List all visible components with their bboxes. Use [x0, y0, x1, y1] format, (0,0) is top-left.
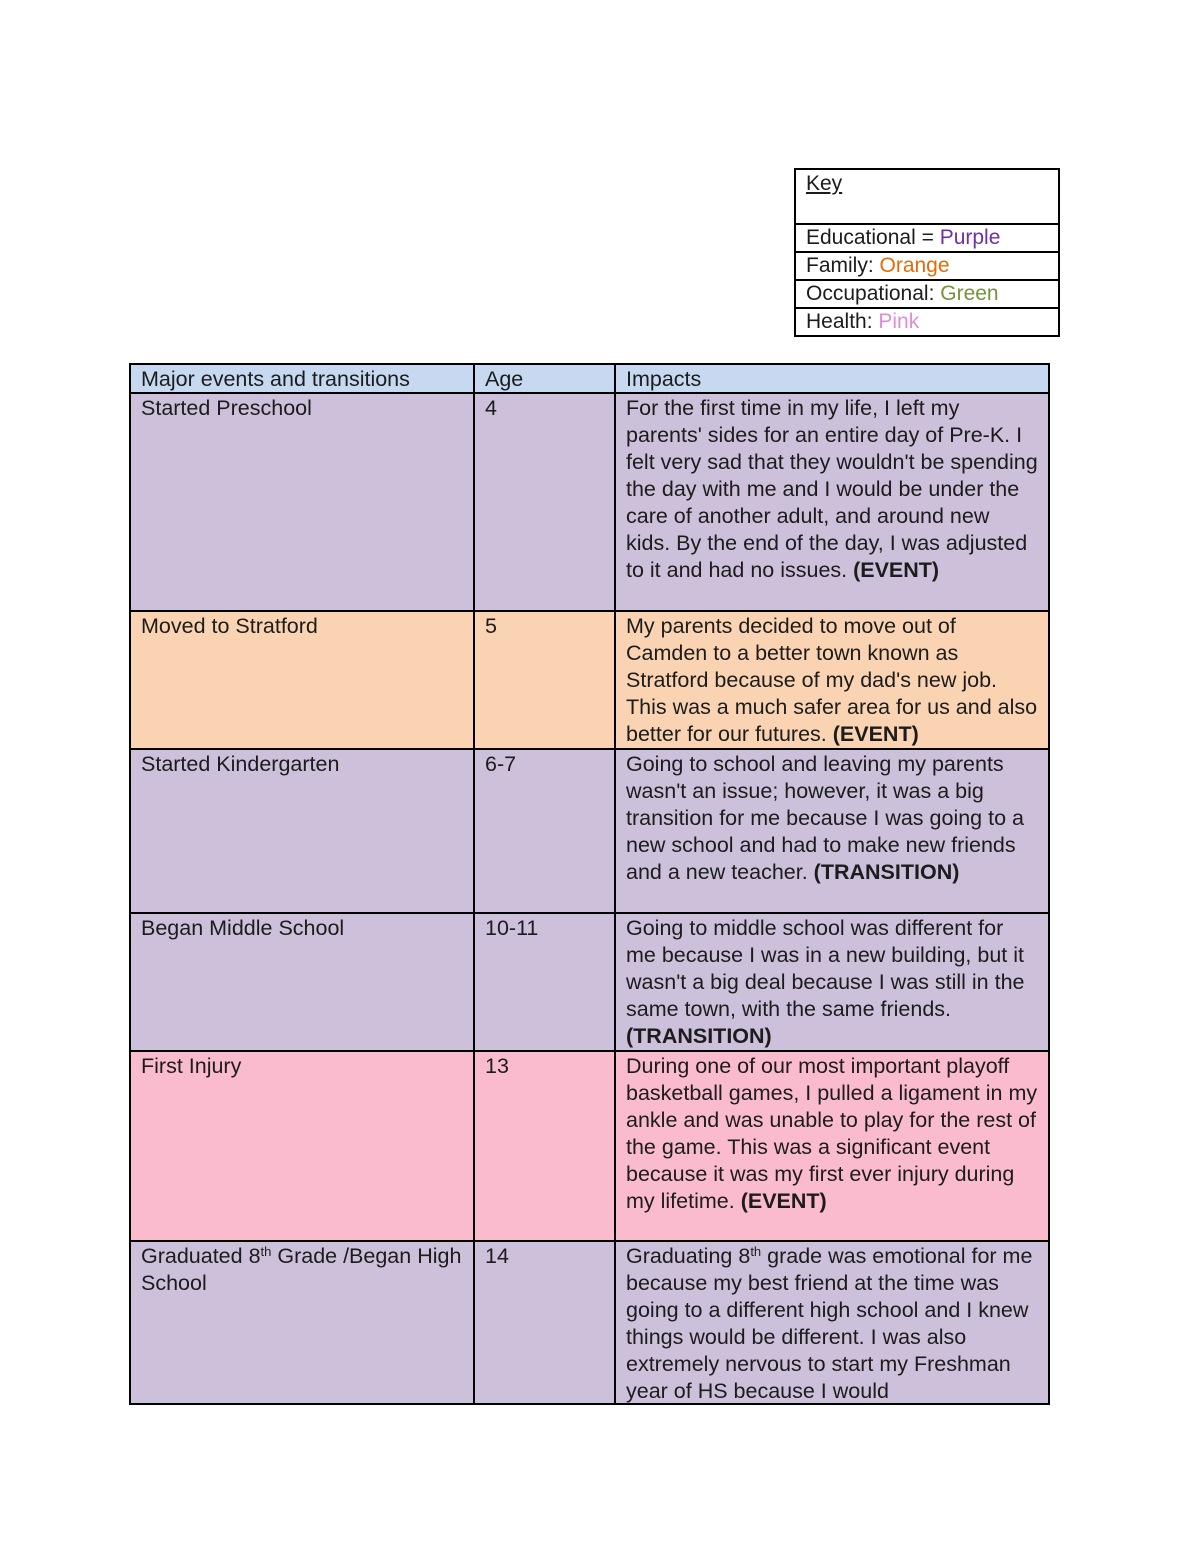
impact-cell: Graduating 8th grade was emotional for me because my best friend at the time was going to a different high school and I knew things would be different. I was also extremely nervous to start my Freshman year of HS because I would	[615, 1241, 1049, 1404]
event-type-tag: (TRANSITION)	[626, 1024, 772, 1048]
age-cell: 5	[474, 611, 615, 749]
event-cell: Began Middle School	[130, 913, 474, 1051]
event-cell: Started Kindergarten	[130, 749, 474, 913]
age-cell: 6-7	[474, 749, 615, 913]
table-row	[130, 393, 1049, 611]
event-cell: Started Preschool	[130, 393, 474, 611]
event-cell: Graduated 8th Grade /Began High School	[130, 1241, 474, 1404]
table-row	[130, 749, 1049, 913]
age-cell: 10-11	[474, 913, 615, 1051]
header-impacts: Impacts	[615, 364, 1049, 393]
event-type-tag: (EVENT)	[853, 558, 940, 582]
key-item-educational: Educational = Purple	[795, 224, 1059, 252]
life-events-table	[129, 363, 1050, 1405]
impact-cell: For the first time in my life, I left my parents' sides for an entire day of Pre-K. I felt very sad that they wouldn't be spending the day with me and I would be under the care of another adult, and around new kids. By the end of the day, I was adjusted to it and had no issues. (EVENT)	[615, 393, 1049, 611]
table-row	[130, 1241, 1049, 1404]
key-color-purple: Purple	[939, 226, 1001, 249]
color-key-table	[794, 168, 1060, 337]
key-item-family: Family: Orange	[795, 252, 1059, 280]
key-item-health: Health: Pink	[795, 308, 1059, 336]
key-color-pink: Pink	[878, 310, 920, 333]
table-row	[130, 611, 1049, 749]
event-type-tag: (TRANSITION)	[813, 860, 960, 884]
header-events: Major events and transitions	[130, 364, 474, 393]
table-row	[130, 913, 1049, 1051]
age-cell: 4	[474, 393, 615, 611]
table-row	[130, 1051, 1049, 1241]
impact-cell: My parents decided to move out of Camden to a better town known as Stratford because of my dad's new job. This was a much safer area for us and also better for our futures. (EVENT)	[615, 611, 1049, 749]
age-cell: 13	[474, 1051, 615, 1241]
event-cell: First Injury	[130, 1051, 474, 1241]
key-title: Key	[795, 169, 1059, 224]
event-type-tag: (EVENT)	[832, 722, 919, 746]
table-header-row	[130, 364, 1049, 393]
header-age: Age	[474, 364, 615, 393]
age-cell: 14	[474, 1241, 615, 1404]
impact-cell: Going to school and leaving my parents wasn't an issue; however, it was a big transition for me because I was going to a new school and had to make new friends and a new teacher. (TRANSITION)	[615, 749, 1049, 913]
key-color-orange: Orange	[879, 254, 950, 277]
event-cell: Moved to Stratford	[130, 611, 474, 749]
event-type-tag: (EVENT)	[740, 1189, 827, 1213]
key-item-occupational: Occupational: Green	[795, 280, 1059, 308]
impact-cell: During one of our most important playoff basketball games, I pulled a ligament in my ankle and was unable to play for the rest of the game. This was a significant event because it was my first ever injury during my lifetime. (EVENT)	[615, 1051, 1049, 1241]
impact-cell: Going to middle school was different for me because I was in a new building, but it wasn't a big deal because I was still in the same town, with the same friends. (TRANSITION)	[615, 913, 1049, 1051]
key-color-green: Green	[940, 282, 999, 305]
